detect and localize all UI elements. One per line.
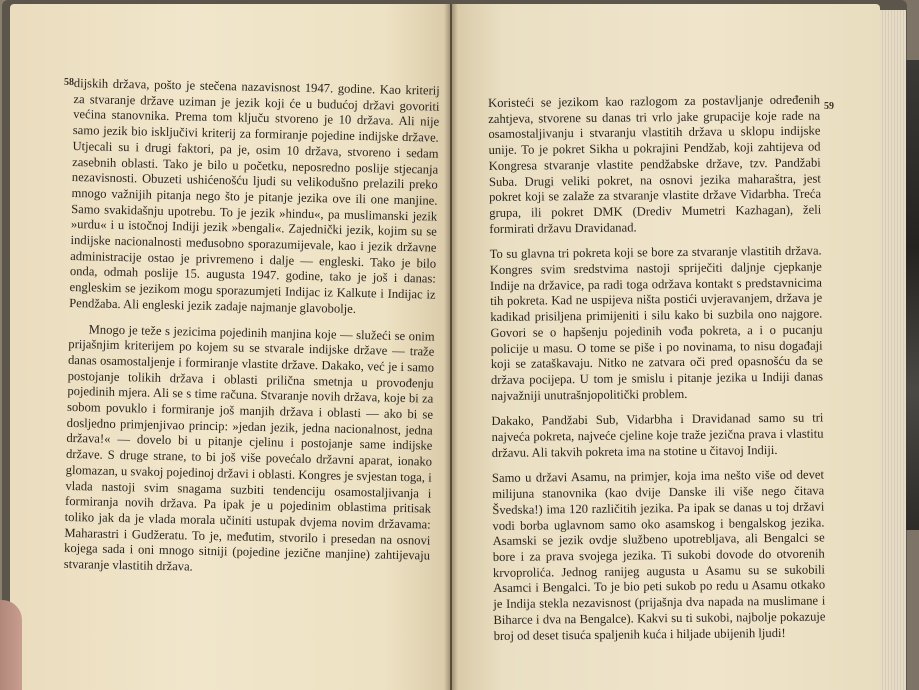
page-edges (880, 10, 906, 690)
right-page (452, 4, 880, 690)
book-gutter (444, 4, 458, 690)
thumb (0, 600, 22, 690)
right-paragraph-2: To su glavna tri pokreta koji se bore za stvaranje vlastitih država. Kongres svim sredstvima nastoji spriječiti daljnje cjepkanje Indije na državice, pa radi toga održava kontakt s predstavnicima tih pokreta. Kad ne uspijeva ništa postići uvjeravanjem, država je kadikad prisiljena primijeniti i silu kako bi suzbila ono najgore. Govori se o hapšenju pojedinih vođa pokreta, a i o pucanju policije u masu. O tome se piše i po novinama, to nisu događaji koji se zataškavaju. Nitko ne zatvara oči pred opasnošću da se država pocijepa. U tom je smislu i pitanje jezika u Indiji danas najvažniji unutrašnjopolitički problem. (489, 243, 824, 403)
right-paragraph-3: Dakako, Pandžabi Sub, Vidarbha i Dravidanad samo su tri najveća pokreta, najveće cjeline koje traže jezična prava i vlastitu državu. Ali takvih pokreta ima na stotine u čitavoj Indiji. (491, 410, 824, 460)
right-paragraph-1: Koristeći se jezikom kao razlogom za postavljanje određenih zahtjeva, stvorene su danas tri vrlo jake grupacije koje rade na osamostaljivanju i stvaranju vlastitih država u sklopu indijske unije. To je pokret Sikha u pokrajini Pendžab, koji zahtijeva od Kongresa stvaranje vlastite pendžabske države, tzv. Pandžabi Suba. Drugi veliki pokret, na osnovi jezika maharaštra, jest pokret koji se zalaže za stvaranje vlastite države Vidarbha. Treća grupa, ili pokret DMK (Drediv Mumetri Kazhagan), želi formirati državu Dravidanad. (488, 92, 822, 236)
left-paragraph-2: Mnogo je teže s jezicima pojedinih manjina koje — služeći se onim prijašnjim kriterijem po kojem su se stvarale indijske države — traže danas osamostaljenje i formiranje vlastite države. Dakako, već je i samo postojanje tolikih država i oblasti prilična smetnja u provođenju pojedinih mjera. Ali se s time računa. Stvaranje novih država, koje bi za sobom povuklo i formiranje još manjih država i oblasti — ako bi se dosljedno primjenjivao princip: »jedan jezik, jedna nacionalnost, jedna država!« — dovelo bi u pitanje cjelinu i postojanje same indijske države. S druge strane, to bi još više povećalo državni aparat, ionako glomazan, u svakoj pojedinoj državi i oblasti. Kongres je svjestan toga, i vlada nastoji svim snagama suzbiti tendenciju osamostaljivanja i formiranja novih država. Pa ipak je u pojedinim oblastima pritisak toliko jak da je vlada morala učiniti ustupak dvjema novim državama: Maharastri i Gudžeratu. To je, međutim, stvorilo i presedan na osnovi kojega sada i oni mnogo sitniji (pojedine jezične manjine) zahtijevaju stvaranje vlastitih država. (63, 321, 435, 574)
left-page-number: 58 (64, 77, 74, 88)
right-page-text (488, 93, 826, 655)
left-paragraph-1: dijskih država, pošto je stečena nazavisnost 1947. godine. Kao kriterij za stvaranje države uziman je jezik koji će u budućoj državi govoriti većina stanovnika. Prema tom ključu stvoreno je 10 država. Ali nije samo jezik bio isključivi kriterij za formiranje pojedine indijske države. Utjecali su i drugi faktori, pa je, osim 10 država, stvoreno i sedam zasebnih oblasti. Tako je bilo u početku, neposredno poslije stjecanja nezavisnosti. Obuzeti ushićenošću ljudi su velikodušno prelazili preko mnogo važnijih pitanja nego što je pitanje jezika ove ili one manjine. Samo svakidašnju upotrebu. To je jezik »hindu«, pa muslimanski jezik »urdu« i u istočnoj Indiji jezik »bengali«. Zajednički jezik, kojim su se indijske nacionalnosti međusobno sporazumijevale, kao i jezik državne administracije ostao je privremeno i dalje — engleski. Tako je bilo onda, odmah poslije 15. augusta 1947. godine, tako je još i danas: engleskim se jezikom mogu sporazumjeti Indijac iz Kalkute i Indijac iz Pendžaba. Ali engleski jezik zadaje najmanje glavobolje. (69, 76, 440, 316)
right-paragraph-4: Samo u državi Asamu, na primjer, koja ima nešto više od devet milijuna stanovnika (kao dvije Danske ili više nego čitava Švedska!) ima 120 različitih jezika. Pa ipak se danas u toj državi vodi borba uglavnom samo oko asamskog i bengalskog jezika. Asamski se jezik ovdje službeno upotrebljava, ali Bengalci se bore i za prava svojega jezika. Ti sukobi dovode do otvorenih krvoprolića. Jednog ranijeg augusta u Asamu su se sukobili Asamci i Bengalci. To je bio peti sukob po redu u Asamu otkako je Indija stekla nezavisnost (prijašnja dva napada na muslimane i Biharce i dva na Bengalce). Kakvi su ti sukobi, najbolje pokazuje broj od deset tisuća spaljenih kuća i hiljade ubijenih ljudi! (491, 467, 826, 643)
left-page (10, 4, 450, 690)
left-page-text (63, 76, 440, 590)
right-page-number: 59 (824, 101, 834, 112)
